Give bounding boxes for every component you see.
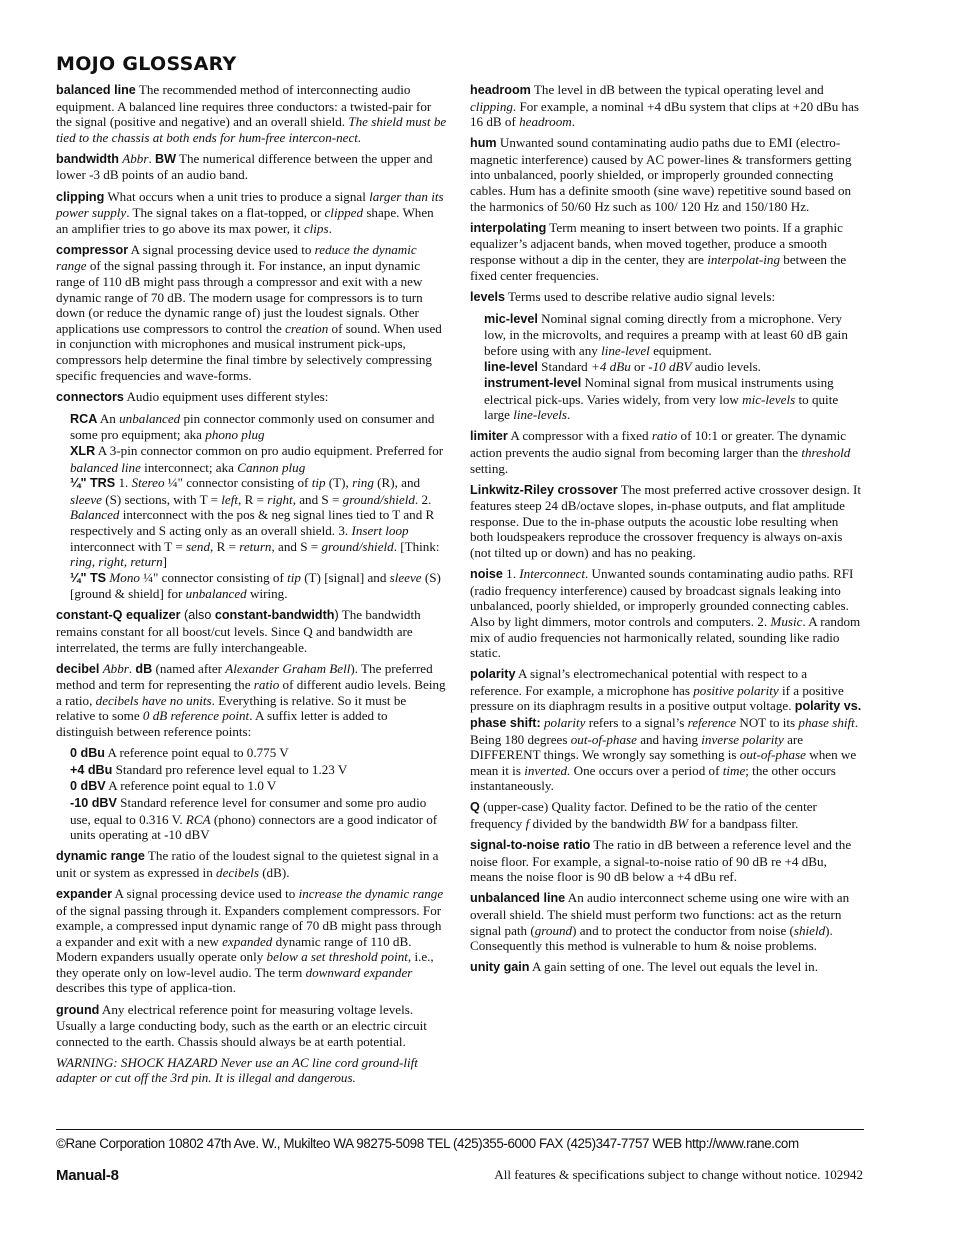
term-label: constant-bandwidth xyxy=(214,608,335,623)
definition-text: between the fixed center frequencies. xyxy=(470,251,847,283)
entry-constant-q-equalizer xyxy=(56,607,448,655)
term-label: levels xyxy=(470,289,506,304)
definition-text: . xyxy=(148,150,155,166)
definition-text: An xyxy=(97,410,120,426)
definition-text: wiring. xyxy=(246,586,288,602)
term-label: polarity vs. phase shift: xyxy=(470,699,862,730)
entry-decibel xyxy=(56,661,448,740)
definition-text: shape. When an amplifier tries to go above its max power, it xyxy=(56,205,434,236)
emphasis-text: Stereo xyxy=(131,475,165,491)
definition-text: The most preferred active crossover design. It features steep 24 dB/octave slopes, in-phase outputs, and flat amplitude response. Due to the in-phase outputs the acoustic lobe resulting when both loudspeakers reproduce the crossover frequency is always on-axis (not tilted up or down) and has no peaking. xyxy=(470,481,862,561)
term-label: XLR xyxy=(70,443,96,458)
emphasis-text: Abbr xyxy=(122,150,149,166)
entry-dynamic-range xyxy=(56,848,448,880)
emphasis-text: out-of-phase xyxy=(570,731,637,747)
emphasis-text: Balanced xyxy=(70,507,120,523)
term-label: polarity xyxy=(470,667,516,682)
definition-text: are DIFFERENT things. We wrongly say something is xyxy=(470,731,804,763)
emphasis-text: phono plug xyxy=(205,427,265,443)
definition-text: (named after xyxy=(152,660,226,676)
entry-clipping xyxy=(56,189,448,237)
term-aside: ) xyxy=(334,608,339,623)
entry-headroom xyxy=(470,82,862,130)
definition-text: (S) [ground & shield] for xyxy=(70,569,441,602)
definition-text: interconnect with the pos & neg signal lines tied to T and R respectively and S acting only as an overall shield. 3. xyxy=(70,507,435,538)
term-label: dynamic range xyxy=(56,849,145,864)
definition-text: . Everything is relative. So it must be relative to some xyxy=(56,692,407,724)
definition-text: What occurs when a unit tries to produce a signal xyxy=(104,188,370,204)
entry-interpolating xyxy=(470,220,862,283)
term-label: instrument-level xyxy=(484,376,582,391)
emphasis-text: unbalanced xyxy=(119,410,181,426)
term-label: noise xyxy=(470,567,503,582)
emphasis-text: ratio xyxy=(651,428,678,444)
entry-signal-to-noise-ratio xyxy=(470,837,862,885)
definition-text: The recommended method of interconnecting audio equipment. A balanced line requires three conductors: a twisted-pair for the signal (positive and negative) and an overall shield. xyxy=(56,82,432,130)
definition-text: , and S = xyxy=(292,491,343,507)
definition-text: interconnect; aka xyxy=(140,459,238,475)
emphasis-text: clipped xyxy=(324,205,364,221)
term-label: headroom xyxy=(470,83,531,97)
emphasis-text: Insert loop xyxy=(351,522,409,538)
definition-text: (phono) connectors are a good indicator of units operating at -10 dBV xyxy=(70,811,438,843)
term-aside: (also xyxy=(180,608,215,623)
emphasis-text: below a set threshold point xyxy=(266,949,408,965)
shock-hazard-warning: WARNING: SHOCK HAZARD Never use an AC line cord ground-lift adapter or cut off the 3rd pin. It is illegal and dangerous. xyxy=(56,1054,418,1086)
definition-text: 1. xyxy=(502,566,520,582)
term-label: unbalanced line xyxy=(470,891,566,906)
term-label: -10 dBV xyxy=(70,795,117,810)
emphasis-text: -10 dBV xyxy=(648,358,692,374)
emphasis-text: The shield must be tied to the chassis at both ends for hum-free intercon-nect. xyxy=(56,114,447,145)
entry-hum xyxy=(470,135,862,214)
term-label: expander xyxy=(56,886,112,901)
emphasis-text: inverse polarity xyxy=(701,731,784,747)
emphasis-text: RCA xyxy=(185,811,211,827)
emphasis-text: polarity xyxy=(543,714,586,730)
term-label: compressor xyxy=(56,242,129,257)
term-label: connectors xyxy=(56,389,124,404)
emphasis-text: Cannon plug xyxy=(237,459,306,475)
emphasis-text: phase shift xyxy=(798,714,855,730)
emphasis-text: interpolat-ing xyxy=(707,251,781,267)
definition-text: interconnect with T = xyxy=(70,538,186,554)
emphasis-text: Interconnect xyxy=(519,566,585,582)
definition-text: , i.e., they operate only on low-level audio. The term xyxy=(56,949,434,980)
sub-entry-minus10-dbv xyxy=(70,795,448,843)
emphasis-text: 0 dB reference point xyxy=(142,708,250,724)
emphasis-text: Abbr xyxy=(102,660,129,676)
emphasis-text: decibels xyxy=(216,864,259,880)
term-label: Linkwitz-Riley crossover xyxy=(470,482,618,497)
term-label: decibel xyxy=(56,661,100,676)
definition-text: A signal processing device used to xyxy=(128,241,315,257)
definition-text: Term meaning to insert between two points. If a graphic equalizer’s adjacent bands, when moved together, produce a smooth response without a dip in the center, they are xyxy=(470,219,843,267)
definition-text: Nominal signal coming directly from a microphone. Very low, in the microvolts, and requires a preamp with at least 60 dB gain before using with any xyxy=(484,310,848,358)
definition-text: . For example, a nominal +4 dBu system that clips at +20 dBu has 16 dB of xyxy=(470,98,859,130)
emphasis-text: expanded xyxy=(222,933,273,949)
definition-text: . Unwanted sounds contaminating audio paths. RFI (radio frequency interference) caused by broadcast signals leaking into unbalanced, poorly shielded, or improperly grounded connecting cables. Also by light dimmers, motor controls and computers. 2. xyxy=(470,566,854,629)
definition-text: A 3-pin connector common on pro audio equipment. Preferred for xyxy=(95,442,444,458)
entry-limiter xyxy=(470,428,862,476)
emphasis-text: line-level xyxy=(601,342,650,358)
emphasis-text: out-of-phase xyxy=(739,747,806,763)
sub-entry-0-dbu xyxy=(70,745,448,762)
term-label: BW xyxy=(154,151,176,166)
emphasis-text: ground/shield xyxy=(342,491,415,507)
term-label: hum xyxy=(470,136,497,151)
definition-text: (upper-case) Quality factor. Defined to be the ratio of the center frequency xyxy=(470,799,817,832)
emphasis-text: tip xyxy=(311,475,326,491)
definition-text: The bandwidth remains constant for all boost/cut levels. Since Q and bandwidth are interrelated, the terms are fully interchangeable. xyxy=(56,607,421,655)
sub-entry-trs xyxy=(70,475,448,570)
entry-compressor xyxy=(56,242,448,383)
definition-text: and having xyxy=(636,731,702,747)
entry-connectors xyxy=(56,389,448,406)
emphasis-text: positive polarity xyxy=(693,682,779,698)
emphasis-text: +4 dBu xyxy=(591,358,631,374)
definition-text: A signal’s electromechanical potential with respect to a reference. For example, a microphone has xyxy=(470,666,808,698)
definition-text: Nominal signal from musical instruments using electrical pick-ups. Varies widely, from very low xyxy=(484,375,834,407)
definition-text: ¼" connector consisting of xyxy=(164,475,312,491)
term-label: signal-to-noise ratio xyxy=(470,838,591,853)
entry-ground xyxy=(56,1002,448,1050)
definition-text: . A random mix of audio frequencies not harmonically related, sounding like radio static. xyxy=(470,613,861,661)
definition-text: ; the other occurs instantaneously. xyxy=(470,762,836,794)
definition-text: . Being 180 degrees xyxy=(470,714,859,747)
definition-text: of the signal passing through it. Expanders complement compressors. For example, a compressed input dynamic range of 70 dB might pass through a expander and exit with a new xyxy=(56,902,442,949)
term-label: limiter xyxy=(470,429,508,444)
emphasis-text: line-levels xyxy=(513,407,568,423)
emphasis-text: send xyxy=(186,538,211,554)
definition-text: Standard xyxy=(537,358,591,374)
definition-text: An audio interconnect scheme using one wire with an overall shield. The shield must perform two functions: act as the return signal path ( xyxy=(470,890,850,938)
definition-text: divided by the bandwidth xyxy=(529,816,670,832)
emphasis-text: f xyxy=(525,816,530,832)
definition-text: The level in dB between the typical operating level and xyxy=(530,82,824,97)
emphasis-text: right xyxy=(267,491,293,507)
definition-text: (T), xyxy=(325,475,353,491)
definition-text: refers to a signal’s xyxy=(585,714,688,730)
term-label: ¼" TRS xyxy=(70,476,116,491)
definition-text: Any electrical reference point for measuring voltage levels. Usually a large conducting body, such as the earth or an electric circuit connected to the earth. Chassis should always be at earth potential. xyxy=(56,1001,427,1049)
emphasis-text: sleeve xyxy=(70,491,102,507)
definition-text: A signal processing device used to xyxy=(112,885,299,901)
emphasis-text: unbalanced xyxy=(185,586,247,602)
entry-unity-gain xyxy=(470,959,862,976)
definition-text: 1. xyxy=(115,475,132,491)
emphasis-text: Mono xyxy=(109,569,140,585)
term-label: bandwidth xyxy=(56,151,119,166)
definition-text: Unwanted sound contaminating audio paths due to EMI (electro-magnetic interference) caused by AC power-lines & transformers getting into unbalanced, poorly shielded, or improperly grounded connecting cables. Hum has a definite smooth (sine wave) repetitive sound based on the harmonics of 50/60 Hz such as 100/ 120 Hz and 150/180 Hz. xyxy=(470,135,852,214)
definition-text: audio levels. xyxy=(691,358,761,374)
definition-text: of 10:1 or greater. The dynamic action prevents the audio signal from becoming larger than the xyxy=(470,428,847,460)
term-label: RCA xyxy=(70,411,98,426)
emphasis-text: clipping xyxy=(470,98,513,114)
emphasis-text: reduce the dynamic range xyxy=(56,241,417,274)
emphasis-text: threshold xyxy=(801,444,851,460)
sub-entry-mic-level xyxy=(484,311,862,359)
definition-text: , R = xyxy=(210,538,240,554)
definition-text: Terms used to describe relative audio signal levels: xyxy=(505,288,776,304)
definition-text: ). The preferred method and term for representing the xyxy=(56,660,433,693)
glossary-column-left xyxy=(56,82,448,1086)
term-label: ¼" TS xyxy=(70,570,107,585)
entry-polarity xyxy=(470,666,862,794)
definition-text: of the signal passing through it. For instance, an input dynamic range of 110 dB might pass through a compressor and exit with a new dynamic range of 70 dB. The modern usage for compressors is to turn down (or reduce the dynamic range of) just the loudest signals. Other applications use compressors to control the xyxy=(56,258,423,336)
emphasis-text: inverted. xyxy=(524,762,571,778)
definition-text: A gain setting of one. The level out equals the level in. xyxy=(529,959,818,975)
emphasis-text: ring, right, return xyxy=(70,554,163,570)
sub-entry-xlr xyxy=(70,443,448,475)
definition-text: . The signal takes on a flat-topped, or xyxy=(126,205,325,221)
term-label: line-level xyxy=(484,359,538,374)
definition-text: (S) sections, with T = xyxy=(101,491,222,507)
definition-text: . A suffix letter is added to distinguish between reference points: xyxy=(56,708,388,740)
emphasis-text: headroom xyxy=(519,114,572,130)
definition-text: Standard pro reference level equal to 1.23 V xyxy=(112,761,348,777)
sub-entry-rca xyxy=(70,411,448,443)
definition-text: describes this type of applica-tion. xyxy=(56,980,236,996)
entry-linkwitz-riley-crossover xyxy=(470,482,862,561)
definition-text: when we mean it is xyxy=(470,747,857,778)
definition-text: to quite large xyxy=(484,391,839,423)
definition-text: pin connector commonly used on consumer and some pro equipment; aka xyxy=(70,410,435,443)
emphasis-text: decibels have no units xyxy=(95,692,212,708)
emphasis-text: larger than its power supply xyxy=(56,188,444,221)
definition-text: ). Consequently this method is vulnerable to hum & noise problems. xyxy=(470,922,833,954)
term-label: constant-Q equalizer xyxy=(56,608,181,623)
term-label: 0 dBu xyxy=(70,746,105,761)
sub-entry-0-dbv xyxy=(70,778,448,795)
definition-text: NOT to its xyxy=(736,714,799,730)
term-label: dB xyxy=(135,661,153,676)
footer-contact-line: ©Rane Corporation 10802 47th Ave. W., Mukilteo WA 98275-5098 TEL (425)355-6000 FAX (425)347-7757 WEB http://www.rane.com xyxy=(56,1136,799,1151)
definition-text: , and S = xyxy=(271,538,322,554)
emphasis-text: sleeve xyxy=(389,569,422,585)
footer-divider xyxy=(56,1129,864,1130)
definition-text: dynamic range of 110 dB. Modern expanders usually operate only xyxy=(56,933,412,965)
footer-notice: All features & specifications subject to change without notice. 102942 xyxy=(494,1167,863,1182)
emphasis-text: shield xyxy=(793,922,826,938)
emphasis-text: BW xyxy=(669,816,689,832)
emphasis-text: time xyxy=(722,762,746,778)
term-label: 0 dBV xyxy=(70,779,106,794)
definition-text: Standard reference level for consumer and some pro audio use, equal to 0.316 V. xyxy=(70,794,427,827)
emphasis-text: Alexander Graham Bell xyxy=(225,660,351,676)
emphasis-text: ground xyxy=(534,922,573,938)
definition-text: The ratio in dB between a reference level and the noise floor. For example, a signal-to-noise ratio of 90 dB re +4 dBu, means the noise floor is 90 dB below a +4 dBu ref. xyxy=(470,837,852,885)
emphasis-text: downward expander xyxy=(305,964,413,980)
definition-text: ) and to protect the conductor from noise ( xyxy=(572,922,794,938)
emphasis-text: clips xyxy=(303,220,329,236)
definition-text: . 2. xyxy=(414,491,432,507)
definition-text: or xyxy=(630,358,649,374)
emphasis-text: Music xyxy=(770,613,803,629)
definition-text: , R = xyxy=(238,491,268,507)
emphasis-text: ratio xyxy=(253,677,280,693)
sub-entry-ts xyxy=(70,570,448,602)
emphasis-text: balanced line xyxy=(70,459,141,475)
definition-text: ¼" connector consisting of xyxy=(139,569,288,585)
entry-levels xyxy=(470,289,862,306)
emphasis-text: creation xyxy=(285,320,329,336)
term-label: Q xyxy=(470,800,480,815)
definition-text: A compressor with a fixed xyxy=(507,428,652,444)
definition-text: of different audio levels. Being a ratio, xyxy=(56,677,446,708)
entry-noise xyxy=(470,566,862,661)
entry-balanced-line xyxy=(56,82,448,145)
emphasis-text: reference xyxy=(687,714,737,730)
definition-text: (R), and xyxy=(373,475,421,491)
term-label: mic-level xyxy=(484,311,538,326)
emphasis-text: ground/shield xyxy=(321,538,394,554)
sub-entry-instrument-level xyxy=(484,375,862,423)
sub-entry-plus4-dbu xyxy=(70,762,448,779)
term-label: +4 dBu xyxy=(70,762,113,777)
definition-text: A reference point equal to 0.775 V xyxy=(104,745,289,761)
emphasis-text: mic-levels xyxy=(742,391,796,407)
entry-q xyxy=(470,799,862,831)
manual-page-label: Manual-8 xyxy=(56,1167,119,1184)
definition-text: (T) [signal] and xyxy=(300,569,390,585)
sub-entry-line-level xyxy=(484,359,862,376)
definition-text: . xyxy=(571,114,576,130)
emphasis-text: increase the dynamic range xyxy=(298,885,444,901)
page-title: MOJO GLOSSARY xyxy=(56,53,237,75)
definition-text: . xyxy=(567,407,571,423)
definition-text: . [Think: xyxy=(393,538,440,554)
definition-text: if a positive pressure on its diaphragm results in a positive output voltage. xyxy=(470,682,844,714)
glossary-column-right xyxy=(470,82,862,981)
definition-text: (dB). xyxy=(258,864,290,880)
definition-text: ] xyxy=(162,554,168,570)
entry-unbalanced-line xyxy=(470,890,862,953)
definition-text: A reference point equal to 1.0 V xyxy=(105,778,277,794)
definition-text: . xyxy=(328,220,332,236)
definition-text: setting. xyxy=(470,460,509,476)
definition-text: One occurs over a period of xyxy=(570,762,723,778)
definition-text: The ratio of the loudest signal to the quietest signal in a unit or system as expressed in xyxy=(56,848,439,880)
emphasis-text: tip xyxy=(287,569,301,585)
emphasis-text: ring xyxy=(352,475,374,491)
term-label: unity gain xyxy=(470,960,530,975)
term-label: balanced line xyxy=(56,83,136,97)
definition-text: of sound. When used in conjunction with microphones and musical instrument pick-ups, compressors help determine the final timbre by selectively compressing specific frequencies and wave-forms. xyxy=(56,320,442,383)
emphasis-text: return xyxy=(239,538,272,554)
entry-bandwidth xyxy=(56,151,448,183)
definition-text: . xyxy=(128,660,136,676)
term-label: interpolating xyxy=(470,220,547,235)
definition-text: The numerical difference between the upper and lower -3 dB points of an audio band. xyxy=(56,150,433,183)
emphasis-text: left xyxy=(221,491,239,507)
term-label: ground xyxy=(56,1002,100,1017)
entry-expander xyxy=(56,886,448,996)
definition-text: Audio equipment uses different styles: xyxy=(123,388,329,404)
term-label: clipping xyxy=(56,189,105,204)
definition-text: for a bandpass filter. xyxy=(688,816,799,832)
definition-text: equipment. xyxy=(649,342,712,358)
